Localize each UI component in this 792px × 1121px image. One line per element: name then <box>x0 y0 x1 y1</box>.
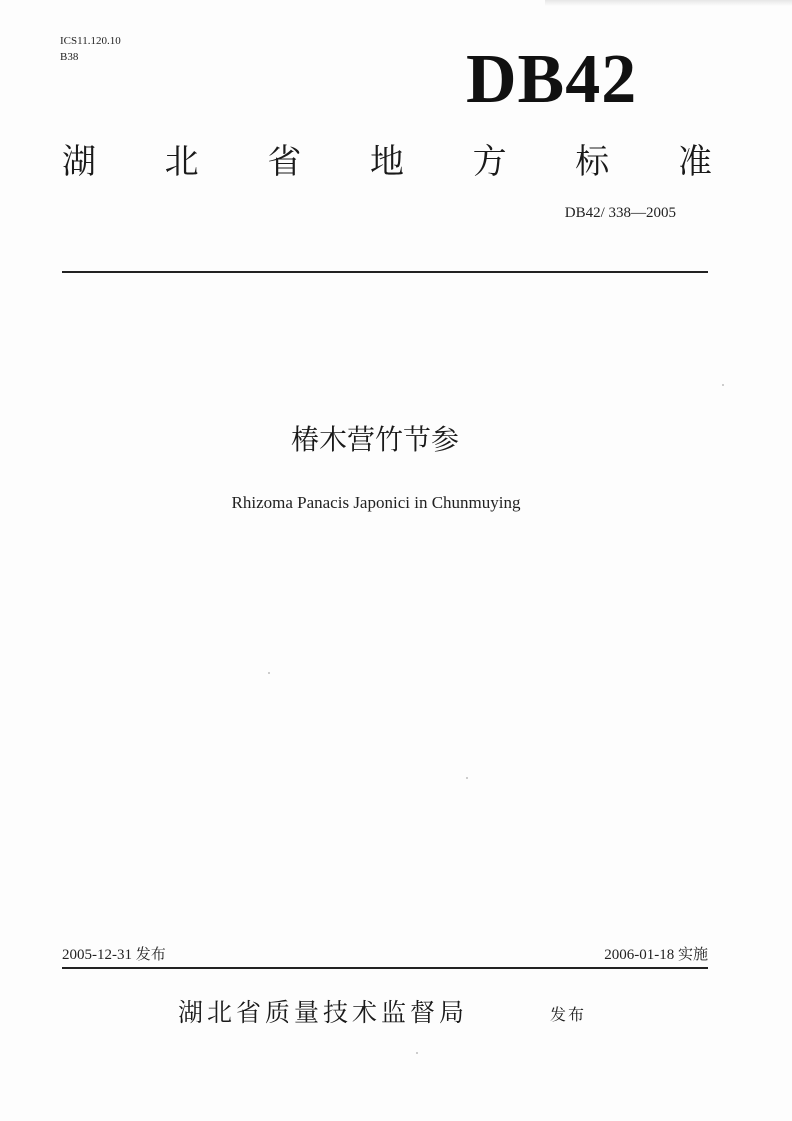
bottom-divider <box>62 967 708 969</box>
scan-speck <box>466 777 468 779</box>
title-chinese: 椿木营竹节参 <box>290 423 459 456</box>
issuing-authority-suffix: 发布 <box>550 1005 587 1024</box>
ics-code: ICS11.120.10 <box>60 35 121 47</box>
date-row <box>62 945 708 965</box>
scan-speck <box>268 672 270 674</box>
standard-type-char: 省 <box>267 142 302 182</box>
scan-speck <box>722 384 724 386</box>
issue-date: 2005-12-31 发布 <box>62 947 166 963</box>
standard-type-char: 北 <box>164 142 199 182</box>
standard-type-char: 地 <box>369 142 404 182</box>
implement-date: 2006-01-18 实施 <box>604 947 708 963</box>
standard-type-char: 标 <box>575 142 610 182</box>
standard-type-heading <box>62 140 712 184</box>
scan-edge-shadow <box>545 0 792 6</box>
standard-number: DB42/ 338—2005 <box>564 205 676 221</box>
standard-type-char: 湖 <box>62 142 96 182</box>
issuing-authority: 湖北省质量技术监督局 <box>178 998 469 1027</box>
classification-codes <box>60 33 121 65</box>
standard-type-char: 方 <box>472 142 507 182</box>
standard-mark: DB42 <box>466 41 638 118</box>
scan-speck <box>416 1052 418 1054</box>
ccs-code: B38 <box>60 51 79 63</box>
title-english: Rhizoma Panacis Japonici in Chunmuying <box>231 493 521 512</box>
standard-type-char: 准 <box>677 142 712 182</box>
top-divider <box>62 271 708 273</box>
